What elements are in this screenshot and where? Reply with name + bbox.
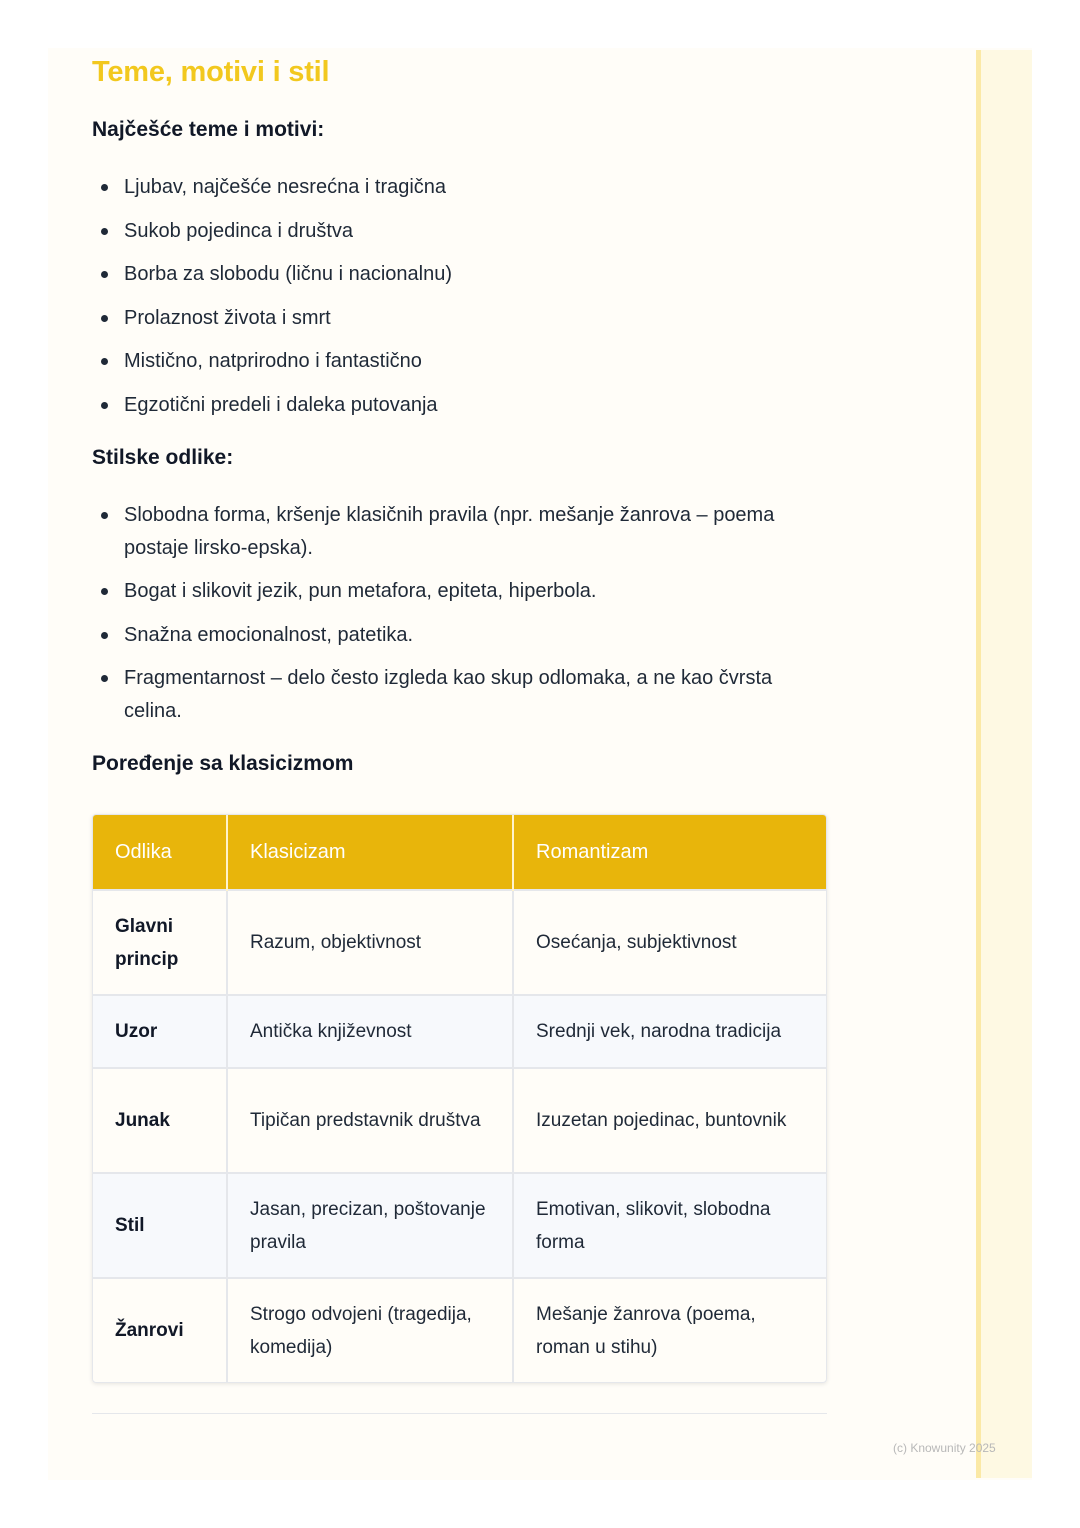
list-item: Egzotični predeli i daleka putovanja: [92, 389, 827, 422]
table-row: [93, 1173, 826, 1278]
table-cell: Jasan, precizan, poštovanje pravila: [227, 1173, 513, 1278]
list-item: Snažna emocionalnost, patetika.: [92, 619, 827, 652]
sidebar-accent-line: [976, 50, 981, 1478]
copyright-footer: (c) Knowunity 2025: [893, 1441, 996, 1455]
themes-list: [92, 171, 827, 422]
row-label: Žanrovi: [93, 1278, 227, 1382]
column-header: Odlika: [93, 815, 227, 890]
table-cell: Emotivan, slikovit, slobodna forma: [513, 1173, 826, 1278]
table-row: [93, 890, 826, 995]
table-cell: Mešanje žanrova (poema, roman u stihu): [513, 1278, 826, 1382]
table-cell: Razum, objektivnost: [227, 890, 513, 995]
comparison-heading: Poređenje sa klasicizmom: [92, 752, 354, 775]
column-header: Romantizam: [513, 815, 826, 890]
comparison-table: [92, 814, 827, 1383]
list-item: Bogat i slikovit jezik, pun metafora, epiteta, hiperbola.: [92, 575, 827, 608]
row-label: Stil: [93, 1173, 227, 1278]
table-cell: Srednji vek, narodna tradicija: [513, 995, 826, 1068]
divider: [92, 1413, 827, 1414]
themes-heading: Najčešće teme i motivi:: [92, 118, 325, 141]
list-item: Borba za slobodu (ličnu i nacionalnu): [92, 258, 827, 291]
table-cell: Antička književnost: [227, 995, 513, 1068]
table-row: [93, 1068, 826, 1173]
list-item: Slobodna forma, kršenje klasičnih pravila (npr. mešanje žanrova – poema postaje lirsko-epska).: [92, 499, 827, 565]
table-cell: Tipičan predstavnik društva: [227, 1068, 513, 1173]
row-label: Junak: [93, 1068, 227, 1173]
table-cell: Izuzetan pojedinac, buntovnik: [513, 1068, 826, 1173]
table-cell: Osećanja, subjektivnost: [513, 890, 826, 995]
sidebar-decoration: [976, 50, 1032, 1478]
list-item: Sukob pojedinca i društva: [92, 215, 827, 248]
table-header-row: [93, 815, 826, 890]
row-label: Uzor: [93, 995, 227, 1068]
list-item: Mistično, natprirodno i fantastično: [92, 345, 827, 378]
row-label: Glavni princip: [93, 890, 227, 995]
column-header: Klasicizam: [227, 815, 513, 890]
table-row: [93, 995, 826, 1068]
style-list: [92, 499, 827, 729]
list-item: Prolaznost života i smrt: [92, 302, 827, 335]
main-content: [92, 48, 827, 1383]
style-heading: Stilske odlike:: [92, 445, 234, 469]
page-title: Teme, motivi i stil: [92, 56, 330, 88]
list-item: Ljubav, najčešće nesrećna i tragična: [92, 171, 827, 204]
table-row: [93, 1278, 826, 1382]
list-item: Fragmentarnost – delo često izgleda kao skup odlomaka, a ne kao čvrsta celina.: [92, 662, 827, 728]
table-cell: Strogo odvojeni (tragedija, komedija): [227, 1278, 513, 1382]
